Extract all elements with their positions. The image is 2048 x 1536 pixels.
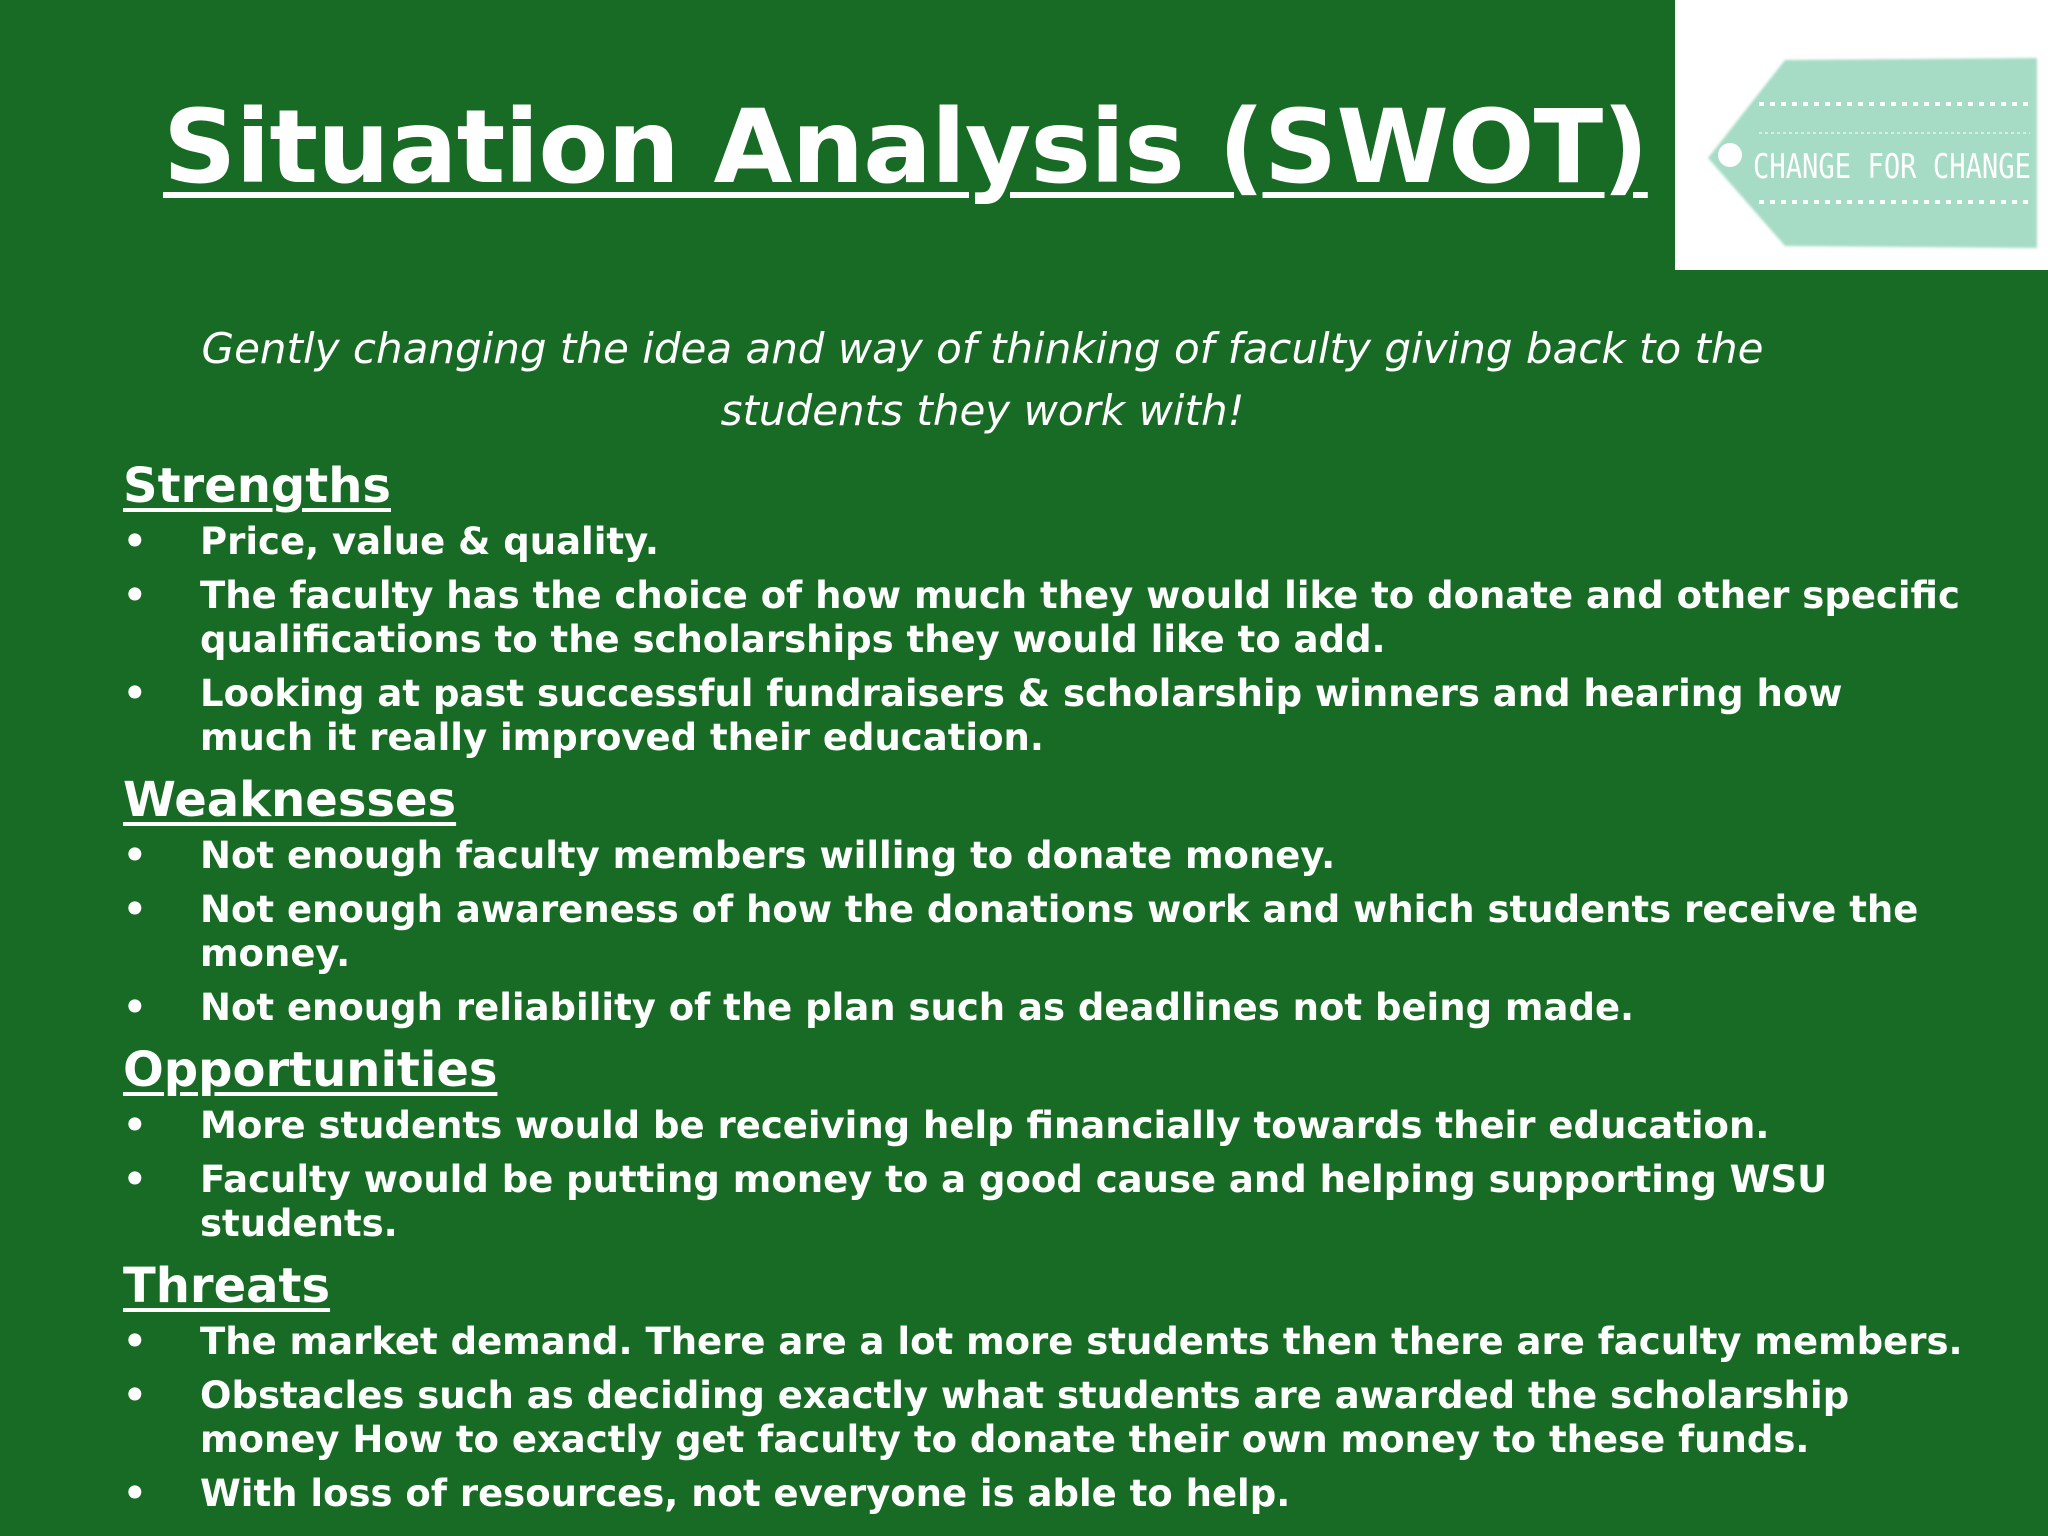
list-item [123, 834, 1963, 878]
list-item-text: More students would be receiving help financially towards their education. [200, 1104, 1770, 1147]
bullet-list [123, 834, 1963, 1030]
swot-content [123, 456, 1963, 1526]
bullet-icon: • [123, 834, 147, 877]
bullet-icon: • [123, 574, 147, 617]
list-item [123, 1158, 1963, 1246]
list-item [123, 1104, 1963, 1148]
bullet-icon: • [123, 672, 147, 715]
list-item-text: Obstacles such as deciding exactly what students are awarded the scholarship money How to exactly get faculty to donate their own money to these funds. [200, 1374, 1850, 1461]
list-item [123, 520, 1963, 564]
list-item [123, 1374, 1963, 1462]
section-strengths [123, 456, 1963, 760]
section-heading: Weaknesses [123, 772, 457, 828]
section-weaknesses [123, 770, 1963, 1030]
bullet-list [123, 520, 1963, 760]
bullet-list [123, 1320, 1963, 1516]
list-item-text: Not enough awareness of how the donations work and which students receive the money. [200, 888, 1919, 975]
list-item-text: Price, value & quality. [200, 520, 659, 563]
list-item [123, 986, 1963, 1030]
list-item [123, 1472, 1963, 1516]
bullet-list [123, 1104, 1963, 1246]
list-item-text: With loss of resources, not everyone is able to help. [200, 1472, 1291, 1515]
list-item [123, 574, 1963, 662]
change-for-change-logo [1675, 0, 2048, 270]
bullet-icon: • [123, 1158, 147, 1201]
bullet-icon: • [123, 1104, 147, 1147]
list-item-text: Looking at past successful fundraisers & scholarship winners and hearing how much it really improved their education. [200, 672, 1843, 759]
slide-subtitle: Gently changing the idea and way of thinking of faculty giving back to the students they work with! [201, 324, 1764, 435]
bullet-icon: • [123, 1374, 147, 1417]
list-item-text: Faculty would be putting money to a good cause and helping supporting WSU students. [200, 1158, 1828, 1245]
bullet-icon: • [123, 1320, 147, 1363]
section-heading: Strengths [123, 458, 391, 514]
bullet-icon: • [123, 888, 147, 931]
list-item-text: The faculty has the choice of how much they would like to donate and other specific qualifications to the scholarships they would like to add. [200, 574, 1960, 661]
bullet-icon: • [123, 1472, 147, 1515]
list-item-text: The market demand. There are a lot more students then there are faculty members. [200, 1320, 1963, 1363]
list-item [123, 1320, 1963, 1364]
section-opportunities [123, 1040, 1963, 1246]
tag-logo-graphic [1675, 0, 2048, 270]
section-heading: Threats [123, 1258, 331, 1314]
bullet-icon: • [123, 986, 147, 1029]
section-heading: Opportunities [123, 1042, 498, 1098]
list-item-text: Not enough faculty members willing to donate money. [200, 834, 1336, 877]
logo-text: CHANGE FOR CHANGE [1753, 147, 2031, 187]
list-item [123, 888, 1963, 976]
section-threats [123, 1256, 1963, 1516]
slide-title: Situation Analysis (SWOT) [163, 88, 1648, 207]
list-item [123, 672, 1963, 760]
bullet-icon: • [123, 520, 147, 563]
list-item-text: Not enough reliability of the plan such as deadlines not being made. [200, 986, 1635, 1029]
